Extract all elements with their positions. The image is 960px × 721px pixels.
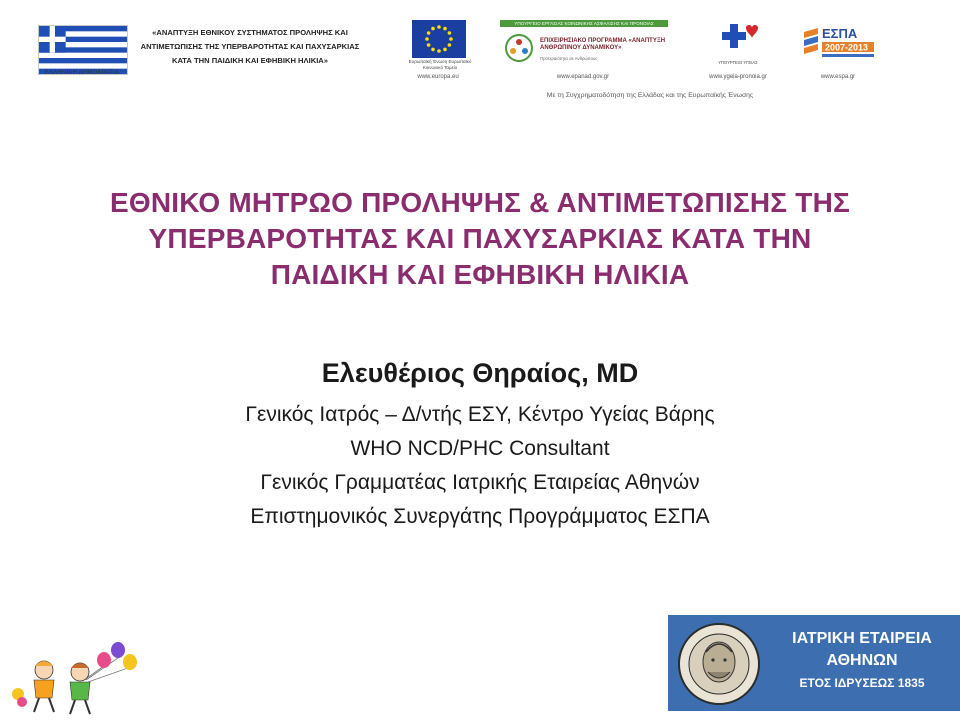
espa-url: www.espa.gr xyxy=(820,74,856,80)
speaker-role: WHO NCD/PHC Consultant xyxy=(350,437,610,460)
eu-star xyxy=(431,27,435,31)
project-title: «ΑΝΑΠΤΥΞΗ ΕΘΝΙΚΟΥ ΣΥΣΤΗΜΑΤΟΣ ΠΡΟΛΗΨΗΣ ΚΑΙ ΑΝΤΙΜΕΤΩΠΙΣΗΣ ΤΗΣ ΥΠΕΡΒΑΡΟΤΗΤΑΣ ΚΑΙ ΠΑΧΥΣΑΡΚΙΑΣ ΚΑΤΑ ΤΗΝ ΠΑΙΔΙΚΗ ΚΑΙ ΕΦΗΒΙΚΗ ΗΛΙΚΙΑ» xyxy=(140,28,360,65)
title-line-1: ΕΘΝΙΚΟ ΜΗΤΡΩΟ ΠΡΟΛΗΨΗΣ & ΑΝΤΙΜΕΤΩΠΙΣΗΣ ΤΗΣ xyxy=(109,187,851,218)
society-name xyxy=(770,628,954,672)
flag-caption: ΕΛΛΗΝΙΚΗ ΔΗΜΟΚΡΑΤΙΑ xyxy=(44,70,120,76)
title-line-3: ΠΑΙΔΙΚΗ ΚΑΙ ΕΦΗΒΙΚΗ ΗΛΙΚΙΑ xyxy=(270,259,690,290)
slide-title xyxy=(55,185,905,293)
svg-text:2007-2013: 2007-2013 xyxy=(825,42,869,53)
op-logo-icon xyxy=(503,32,535,64)
speaker-role: Γενικός Γραμματέας Ιατρικής Εταιρείας Αθηνών xyxy=(260,471,700,494)
eu-star xyxy=(448,43,452,47)
eu-star xyxy=(443,27,447,31)
eu-star xyxy=(448,31,452,35)
ministry-url: www.ygeia-pronoia.gr xyxy=(709,74,767,80)
society-founded: ΕΤΟΣ ΙΔΡΥΣΕΩΣ 1835 xyxy=(799,676,925,690)
eu-star xyxy=(443,48,447,52)
society-seal-icon xyxy=(676,622,762,706)
eu-star xyxy=(449,37,453,41)
eu-star xyxy=(427,31,431,35)
eu-star xyxy=(437,49,441,53)
speaker-roles xyxy=(120,398,840,534)
svg-text:ΕΣΠΑ: ΕΣΠΑ xyxy=(822,26,858,41)
society-name-line-1: ΙΑΤΡΙΚΗ ΕΤΑΙΡΕΙΑ xyxy=(792,630,932,647)
espa-logo-icon xyxy=(800,22,876,68)
op-banner: ΥΠΟΥΡΓΕΙΟ ΕΡΓΑΣΙΑΣ ΚΟΙΝΩΝΙΚΗΣ ΑΣΦΑΛΙΣΗΣ ΚΑΙ ΠΡΟΝΟΙΑΣ xyxy=(500,20,668,27)
title-line-2: ΥΠΕΡΒΑΡΟΤΗΤΑΣ ΚΑΙ ΠΑΧΥΣΑΡΚΙΑΣ ΚΑΤΑ ΤΗΝ xyxy=(148,223,812,254)
op-title: ΕΠΙΧΕΙΡΗΣΙΑΚΟ ΠΡΟΓΡΑΜΜΑ «ΑΝΑΠΤΥΞΗ ΑΝΘΡΩΠΙΝΟΥ ΔΥΝΑΜΙΚΟΥ» xyxy=(540,38,666,51)
society-name-line-2: ΑΘΗΝΩΝ xyxy=(826,652,898,669)
speaker-role: Γενικός Ιατρός – Δ/ντής ΕΣΥ, Κέντρο Υγείας Βάρης xyxy=(245,403,715,426)
eu-star xyxy=(425,37,429,41)
op-url: www.epanad.gov.gr xyxy=(556,74,610,80)
cofinance-note: Με τη Συγχρηματοδότηση της Ελλάδας και της Ευρωπαϊκής Ένωσης xyxy=(546,92,754,99)
eu-star xyxy=(431,48,435,52)
ministry-caption: ΥΠΟΥΡΓΕΙΟ ΥΓΕΙΑΣ xyxy=(718,60,758,65)
speaker-role: Επιστημονικός Συνεργάτης Προγράμματος ΕΣΠΑ xyxy=(250,505,710,528)
ministry-cross-icon xyxy=(716,22,760,62)
op-subtitle: Προτεραιότητα σε Ανθρώπους xyxy=(540,56,598,61)
eu-url: www.europa.eu xyxy=(417,74,459,80)
eu-caption: Ευρωπαϊκή Ένωση Ευρωπαϊκό Κοινωνικό Ταμείο xyxy=(408,59,472,70)
eu-star xyxy=(437,25,441,29)
greek-flag-icon xyxy=(38,25,128,75)
speaker-name: Ελευθέριος Θηραίος, MD xyxy=(321,358,639,388)
eu-star xyxy=(427,43,431,47)
eu-flag-icon xyxy=(412,20,466,58)
kids-balloons-illustration xyxy=(4,636,144,716)
